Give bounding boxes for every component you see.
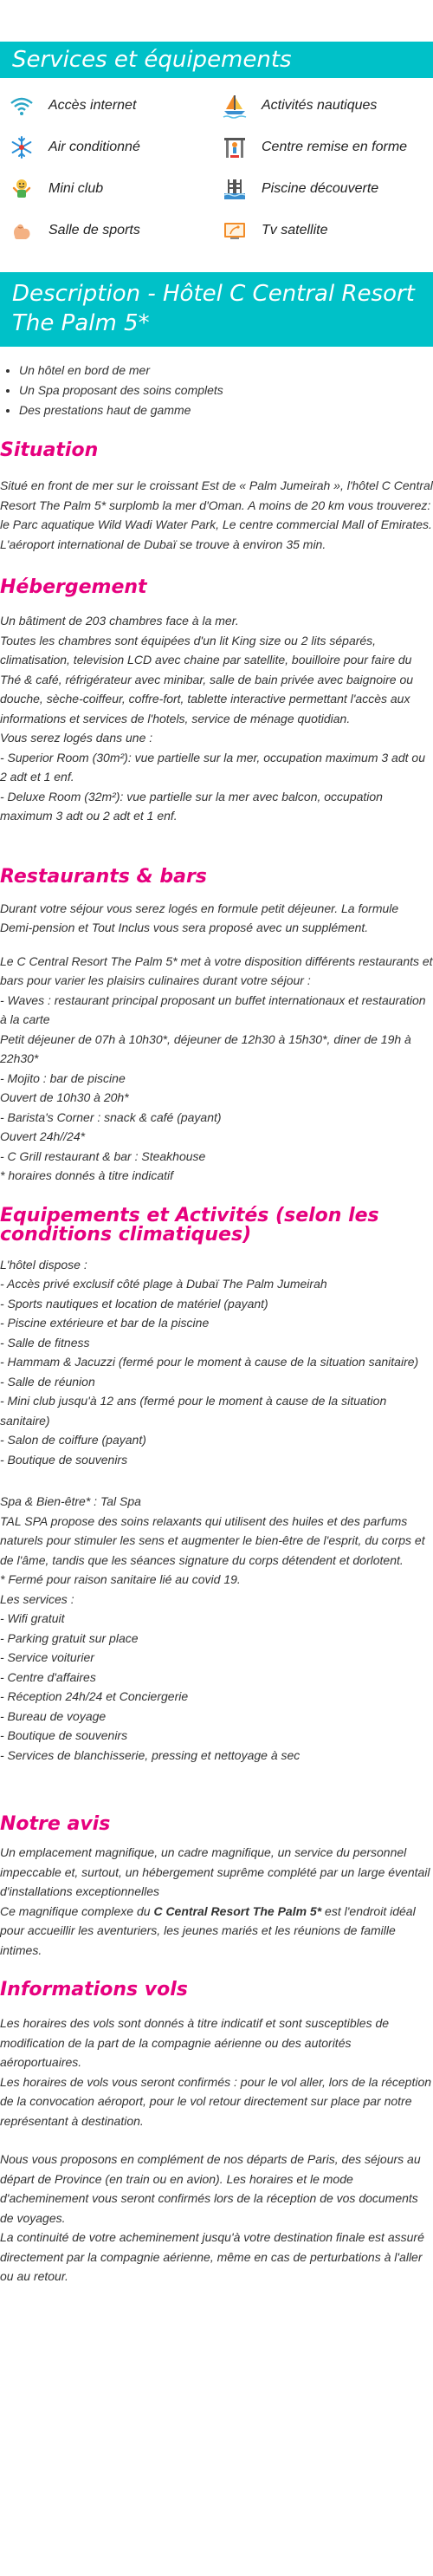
avis-text-prefix: Ce magnifique complexe du [0, 1903, 154, 1918]
service-label: Air conditionné [48, 140, 140, 154]
restaurants-text: Le C Central Resort The Palm 5* met à votre disposition différents restaurants et bars pour varier les plaisirs culinaires durant votre séjour : - Waves : restaurant principal proposant un buffet internationaux et restauration à la carte Petit déjeuner de 07h à 10h30*, déjeuner de 12h30 à 15h30*, diner de 19h à 22h30* - Mojito : bar de piscine Ouvert de 10h30 à 20h* - Barista's Corner : snack & café (payant) Ouvert 24h//24* - C Grill restaurant & bar : Steakhouse * horaires donnés à titre indicatif [0, 953, 433, 1182]
situation-heading: Situation [0, 439, 99, 461]
services-title-bar [0, 42, 433, 78]
gym-icon [7, 217, 36, 244]
services-grid [0, 78, 433, 251]
avis-hotel-name: C Central Resort The Palm 5* [153, 1903, 322, 1918]
service-item-ac [7, 127, 220, 168]
air-conditioning-icon [7, 133, 36, 161]
service-item-gym [7, 210, 220, 251]
hebergement-text: Un bâtiment de 203 chambres face à la mer. Toutes les chambres sont équipées d'un lit King size ou 2 lits séparés, climatisation, television LCD avec chaine par satellite, bouilloire pour faire du Thé & café, réfrigérateur avec minibar, salle de bain privée avec baignoire ou douche, sèche-coiffeur, coffre-fort, tablette interactive permettant l'accès aux informations et services de l'hotels, service de ménage quotidian. Vous serez logés dans une : - Superior Room (30m²): vue partielle sur la mer, occupation maximum 3 adt ou 2 adt et 1 enf. - Deluxe Room (32m²): vue partielle sur la mer avec balcon, occupation maximum 3 adt ou 2 adt et 1 enf. [0, 614, 425, 823]
service-item-internet [7, 85, 220, 127]
situation-text: Situé en front de mer sur le croissant Est de « Palm Jumeirah », l'hôtel C Central Resort The Palm 5* surplomb la mer d'Oman. A moins de 20 km vous trouverez: le Parc aquatique Wild Wadi Water Park, Le centre commercial Mall of Emirates. L'aéroport international de Dubaï se trouve à environ 35 min. [0, 478, 433, 551]
list-item: • Un hôtel en bord de mer [19, 361, 433, 381]
wifi-icon [7, 92, 36, 120]
hebergement-heading: Hébergement [0, 576, 147, 598]
restaurants-heading: Restaurants & bars [0, 865, 207, 888]
service-item-tv [220, 210, 433, 251]
outdoor-pool-icon [220, 175, 249, 203]
water-activities-icon [220, 92, 249, 120]
service-label: Accès internet [48, 98, 137, 113]
service-label: Mini club [48, 181, 104, 196]
service-label: Centre remise en forme [262, 140, 408, 154]
service-label: Tv satellite [262, 223, 328, 237]
vols-heading: Informations vols [0, 1979, 188, 2000]
avis-heading: Notre avis [0, 1813, 111, 1835]
service-label: Piscine découverte [262, 181, 379, 196]
service-item-nautical [220, 85, 433, 127]
satellite-tv-icon [220, 217, 249, 244]
mini-club-icon [7, 175, 36, 203]
avis-text [0, 1843, 433, 1960]
spa-services-text: Spa & Bien-être* : Tal Spa TAL SPA propose des soins relaxants qui utilisent des huiles et des parfums naturels pour stimuler les sens et augmenter le bien-être de l'esprit, du corps et de l'âme, tandis que les séances signature du corps détendent et dorlotent. * Fermé pour raison sanitaire lié au covid 19. Les services : - Wifi gratuit - Parking gratuit sur place - Service voiturier - Centre d'affaires - Réception 24h/24 et Conciergerie - Bureau de voyage - Boutique de souvenirs - Services de blanchisserie, pressing et nettoyage à sec [0, 1494, 425, 1762]
highlights-list [0, 361, 433, 420]
service-item-pool [220, 168, 433, 210]
list-item: • Des prestations haut de gamme [19, 400, 433, 420]
restaurants-intro: Durant votre séjour vous serez logés en formule petit déjeuner. La formule Demi-pension et Tout Inclus vous sera proposé avec un supplément. [0, 901, 399, 934]
description-title: Description - Hôtel C Central Resort The Palm 5* [12, 281, 415, 336]
equipements-text: L'hôtel dispose : - Accès privé exclusif côté plage à Dubaï The Palm Jumeirah - Sports nautiques et location de matériel (payant) - Piscine extérieure et bar de la piscine - Salle de fitness - Hammam & Jacuzzi (fermé pour le moment à cause de la situation sanitaire) - Salle de réunion - Mini club jusqu'à 12 ans (fermé pour le moment à cause de la situation sanitaire) - Salon de coiffure (payant) - Boutique de souvenirs [0, 1257, 419, 1467]
list-item: • Un Spa proposant des soins complets [19, 381, 433, 400]
avis-text-line: Un emplacement magnifique, un cadre magnifique, un service du personnel impeccable et, surtout, un hébergement suprême complété par un large éventail d'installations exceptionnelles [0, 1845, 430, 1898]
service-item-miniclub [7, 168, 220, 210]
avis-text-suffix: est l'endroit idéal pour accueillir les aventuriers, les jeunes mariés et les réunions de famille intimes. [0, 1903, 416, 1957]
vols-text-1: Les horaires des vols sont donnés à titre indicatif et sont susceptibles de modification de la part de la compagnie aérienne ou des autorités aéroportuaires. Les horaires de vols vous seront confirmés : pour le vol aller, lors de la réception de la convocation aéroport, pour le vol retour directement sur place par notre représentant à destination. [0, 2016, 432, 2128]
vols-text-2: Nous vous proposons en complément de nos départs de Paris, des séjours au départ de Province (en train ou en avion). Les horaires et le mode d'acheminement vous seront confirmés lors de la réception de vos documents de voyages. La continuité de votre acheminement jusqu'à votre destination finale est assuré directement par la compagnie aérienne, même en cas de perturbations à l'aller ou au retour. [0, 2152, 424, 2283]
service-label: Salle de sports [48, 223, 140, 237]
service-label: Activités nautiques [262, 98, 378, 113]
service-item-fitness [220, 127, 433, 168]
services-title: Services et équipements [12, 47, 292, 73]
hotel-page [0, 42, 433, 2287]
description-title-bar [0, 272, 433, 347]
fitness-center-icon [220, 133, 249, 161]
equipements-heading: Equipements et Activités (selon les conditions climatiques) [0, 1204, 379, 1246]
